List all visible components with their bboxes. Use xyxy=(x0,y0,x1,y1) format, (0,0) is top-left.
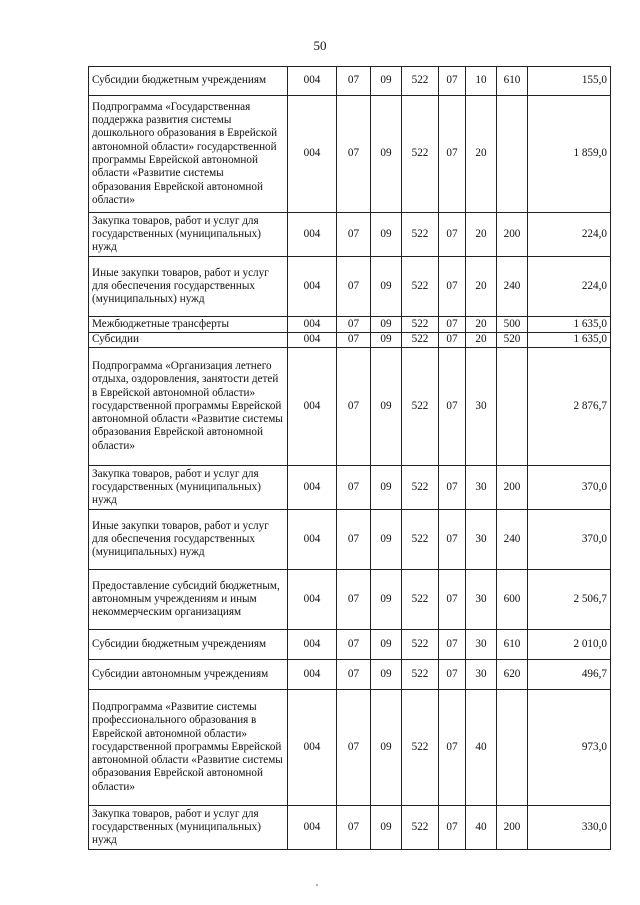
expense-type-cell: 610 xyxy=(497,630,528,660)
target-code-part1-cell: 522 xyxy=(402,67,439,96)
expense-type-cell: 520 xyxy=(497,333,528,348)
ministry-code-cell: 004 xyxy=(288,67,337,96)
target-code-part2-cell: 07 xyxy=(439,96,466,213)
expense-type-cell: 200 xyxy=(497,806,528,850)
target-code-part3-cell: 20 xyxy=(466,333,497,348)
row-name-cell: Иные закупки товаров, работ и услуг для обеспечения государственных (муниципальных) нужд xyxy=(89,257,288,317)
target-code-part3-cell: 30 xyxy=(466,510,497,570)
target-code-part2-cell: 07 xyxy=(439,806,466,850)
ministry-code-cell: 004 xyxy=(288,660,337,690)
target-code-part3-cell: 10 xyxy=(466,67,497,96)
subsection-code-cell: 09 xyxy=(371,67,402,96)
target-code-part1-cell: 522 xyxy=(402,348,439,466)
table-row xyxy=(89,96,611,213)
table-row xyxy=(89,333,611,348)
target-code-part3-cell: 30 xyxy=(466,570,497,630)
subsection-code-cell: 09 xyxy=(371,806,402,850)
section-code-cell: 07 xyxy=(337,333,371,348)
row-name-cell: Подпрограмма «Организация летнего отдыха, оздоровления, занятости детей в Еврейской автономной области» государственной программы Еврейской автономной области «Развитие системы образования Еврейской автономной области» xyxy=(89,348,288,466)
target-code-part2-cell: 07 xyxy=(439,630,466,660)
target-code-part3-cell: 20 xyxy=(466,96,497,213)
amount-cell: 496,7 xyxy=(528,660,611,690)
budget-table xyxy=(88,66,611,850)
page-number: 50 xyxy=(313,38,327,53)
target-code-part1-cell: 522 xyxy=(402,466,439,510)
ministry-code-cell: 004 xyxy=(288,690,337,806)
target-code-part1-cell: 522 xyxy=(402,333,439,348)
amount-cell: 1 635,0 xyxy=(528,333,611,348)
target-code-part2-cell: 07 xyxy=(439,333,466,348)
target-code-part2-cell: 07 xyxy=(439,348,466,466)
target-code-part2-cell: 07 xyxy=(439,257,466,317)
ministry-code-cell: 004 xyxy=(288,317,337,333)
target-code-part1-cell: 522 xyxy=(402,96,439,213)
table-row xyxy=(89,690,611,806)
amount-cell: 1 859,0 xyxy=(528,96,611,213)
target-code-part1-cell: 522 xyxy=(402,510,439,570)
ministry-code-cell: 004 xyxy=(288,466,337,510)
subsection-code-cell: 09 xyxy=(371,510,402,570)
subsection-code-cell: 09 xyxy=(371,348,402,466)
ministry-code-cell: 004 xyxy=(288,333,337,348)
table-row xyxy=(89,660,611,690)
row-name-cell: Субсидии xyxy=(89,333,288,348)
amount-cell: 370,0 xyxy=(528,466,611,510)
subsection-code-cell: 09 xyxy=(371,257,402,317)
target-code-part2-cell: 07 xyxy=(439,660,466,690)
expense-type-cell: 600 xyxy=(497,570,528,630)
row-name-cell: Субсидии автономным учреждениям xyxy=(89,660,288,690)
row-name-cell: Субсидии бюджетным учреждениям xyxy=(89,630,288,660)
table-row xyxy=(89,348,611,466)
target-code-part2-cell: 07 xyxy=(439,213,466,257)
section-code-cell: 07 xyxy=(337,690,371,806)
section-code-cell: 07 xyxy=(337,806,371,850)
row-name-cell: Предоставление субсидий бюджетным, автономным учреждениям и иным некоммерческим организациям xyxy=(89,570,288,630)
table-row xyxy=(89,317,611,333)
target-code-part1-cell: 522 xyxy=(402,317,439,333)
target-code-part3-cell: 30 xyxy=(466,348,497,466)
expense-type-cell xyxy=(497,96,528,213)
amount-cell: 155,0 xyxy=(528,67,611,96)
target-code-part3-cell: 40 xyxy=(466,690,497,806)
amount-cell: 224,0 xyxy=(528,213,611,257)
section-code-cell: 07 xyxy=(337,570,371,630)
subsection-code-cell: 09 xyxy=(371,333,402,348)
table-row xyxy=(89,570,611,630)
amount-cell: 2 876,7 xyxy=(528,348,611,466)
subsection-code-cell: 09 xyxy=(371,630,402,660)
amount-cell: 2 010,0 xyxy=(528,630,611,660)
amount-cell: 973,0 xyxy=(528,690,611,806)
target-code-part2-cell: 07 xyxy=(439,510,466,570)
amount-cell: 370,0 xyxy=(528,510,611,570)
row-name-cell: Иные закупки товаров, работ и услуг для обеспечения государственных (муниципальных) нужд xyxy=(89,510,288,570)
row-name-cell: Подпрограмма «Развитие системы профессионального образования в Еврейской автономной области» государственной программы Еврейской автономной области «Развитие системы образования Еврейской автономной области» xyxy=(89,690,288,806)
section-code-cell: 07 xyxy=(337,67,371,96)
row-name-cell: Подпрограмма «Государственная поддержка развития системы дошкольного образования в Еврейской автономной области» государственной программы Еврейской автономной области «Развитие системы образования Еврейской автономной области» xyxy=(89,96,288,213)
expense-type-cell: 500 xyxy=(497,317,528,333)
section-code-cell: 07 xyxy=(337,660,371,690)
target-code-part3-cell: 20 xyxy=(466,317,497,333)
expense-type-cell: 200 xyxy=(497,213,528,257)
ministry-code-cell: 004 xyxy=(288,630,337,660)
subsection-code-cell: 09 xyxy=(371,660,402,690)
ministry-code-cell: 004 xyxy=(288,570,337,630)
row-name-cell: Закупка товаров, работ и услуг для государственных (муниципальных) нужд xyxy=(89,466,288,510)
section-code-cell: 07 xyxy=(337,510,371,570)
subsection-code-cell: 09 xyxy=(371,466,402,510)
target-code-part1-cell: 522 xyxy=(402,630,439,660)
target-code-part1-cell: 522 xyxy=(402,660,439,690)
target-code-part2-cell: 07 xyxy=(439,317,466,333)
subsection-code-cell: 09 xyxy=(371,317,402,333)
target-code-part2-cell: 07 xyxy=(439,570,466,630)
row-name-cell: Закупка товаров, работ и услуг для государственных (муниципальных) нужд xyxy=(89,213,288,257)
target-code-part2-cell: 07 xyxy=(439,67,466,96)
ministry-code-cell: 004 xyxy=(288,806,337,850)
table-row xyxy=(89,806,611,850)
expense-type-cell: 240 xyxy=(497,510,528,570)
expense-type-cell xyxy=(497,690,528,806)
table-row xyxy=(89,67,611,96)
target-code-part1-cell: 522 xyxy=(402,690,439,806)
amount-cell: 330,0 xyxy=(528,806,611,850)
table-row xyxy=(89,630,611,660)
ministry-code-cell: 004 xyxy=(288,510,337,570)
section-code-cell: 07 xyxy=(337,466,371,510)
section-code-cell: 07 xyxy=(337,96,371,213)
subsection-code-cell: 09 xyxy=(371,570,402,630)
scan-artifact xyxy=(316,884,318,886)
row-name-cell: Субсидии бюджетным учреждениям xyxy=(89,67,288,96)
expense-type-cell: 240 xyxy=(497,257,528,317)
target-code-part1-cell: 522 xyxy=(402,257,439,317)
table-row xyxy=(89,257,611,317)
row-name-cell: Межбюджетные трансферты xyxy=(89,317,288,333)
expense-type-cell xyxy=(497,348,528,466)
expense-type-cell: 620 xyxy=(497,660,528,690)
target-code-part2-cell: 07 xyxy=(439,466,466,510)
section-code-cell: 07 xyxy=(337,348,371,466)
amount-cell: 2 506,7 xyxy=(528,570,611,630)
table-row xyxy=(89,466,611,510)
ministry-code-cell: 004 xyxy=(288,213,337,257)
section-code-cell: 07 xyxy=(337,317,371,333)
amount-cell: 224,0 xyxy=(528,257,611,317)
subsection-code-cell: 09 xyxy=(371,213,402,257)
target-code-part3-cell: 30 xyxy=(466,660,497,690)
ministry-code-cell: 004 xyxy=(288,348,337,466)
ministry-code-cell: 004 xyxy=(288,257,337,317)
expense-type-cell: 200 xyxy=(497,466,528,510)
table-row xyxy=(89,213,611,257)
target-code-part3-cell: 30 xyxy=(466,630,497,660)
table-row xyxy=(89,510,611,570)
row-name-cell: Закупка товаров, работ и услуг для государственных (муниципальных) нужд xyxy=(89,806,288,850)
ministry-code-cell: 004 xyxy=(288,96,337,213)
target-code-part1-cell: 522 xyxy=(402,806,439,850)
target-code-part3-cell: 40 xyxy=(466,806,497,850)
subsection-code-cell: 09 xyxy=(371,96,402,213)
expense-type-cell: 610 xyxy=(497,67,528,96)
subsection-code-cell: 09 xyxy=(371,690,402,806)
section-code-cell: 07 xyxy=(337,257,371,317)
target-code-part1-cell: 522 xyxy=(402,570,439,630)
target-code-part3-cell: 30 xyxy=(466,466,497,510)
target-code-part2-cell: 07 xyxy=(439,690,466,806)
section-code-cell: 07 xyxy=(337,630,371,660)
target-code-part3-cell: 20 xyxy=(466,213,497,257)
target-code-part3-cell: 20 xyxy=(466,257,497,317)
target-code-part1-cell: 522 xyxy=(402,213,439,257)
section-code-cell: 07 xyxy=(337,213,371,257)
amount-cell: 1 635,0 xyxy=(528,317,611,333)
